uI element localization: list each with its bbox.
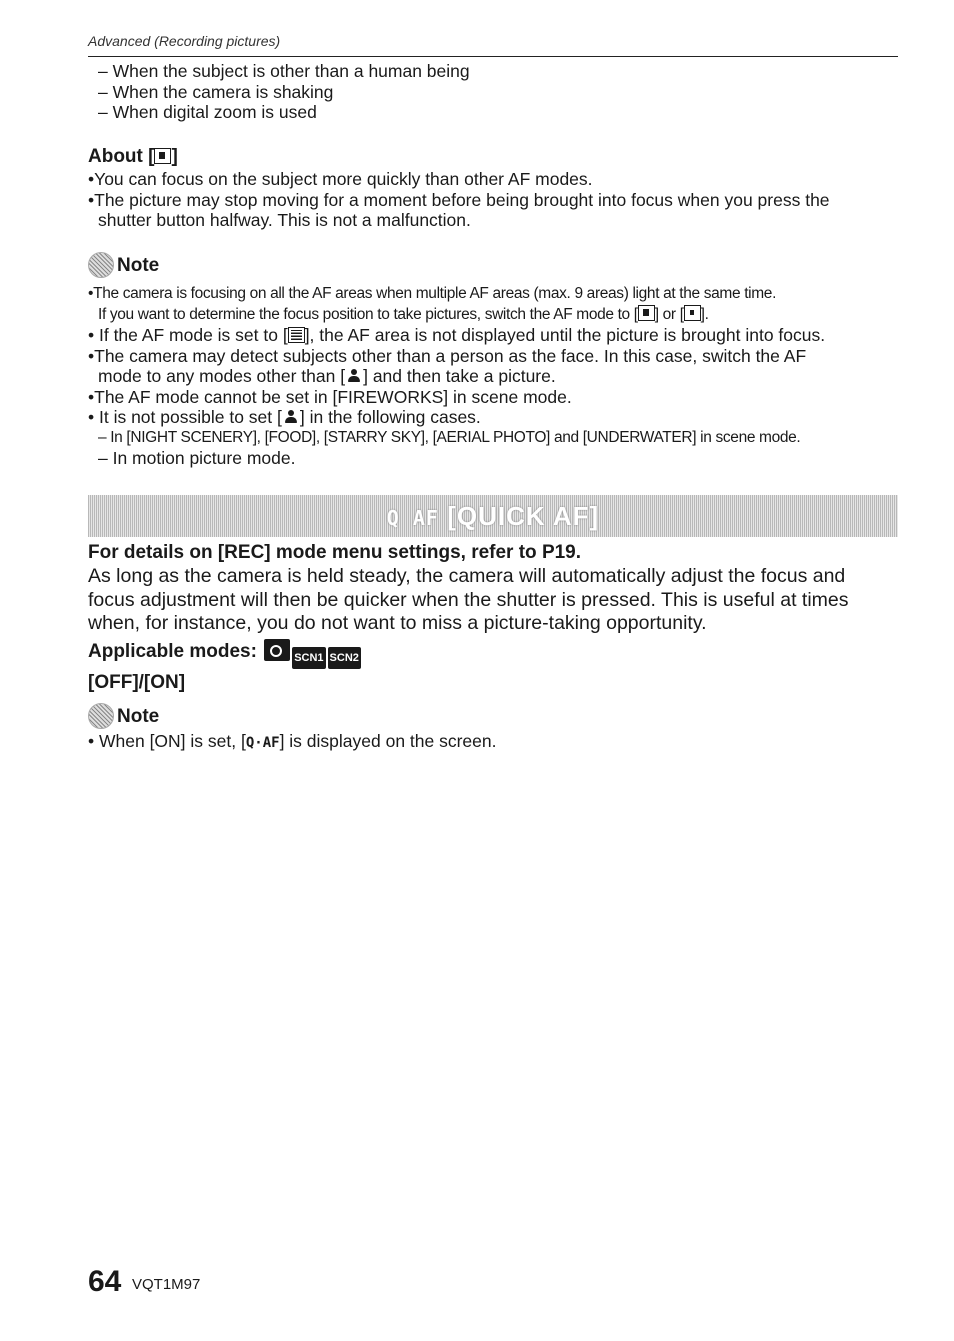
list-item: • If the AF mode is set to [ ], the AF area is not displayed until the picture is brought into focus.: [88, 325, 826, 345]
quick-af-icon: Q·AF: [245, 735, 280, 751]
list-item: • When [ON] is set, [Q·AF] is displayed on the screen.: [88, 731, 497, 751]
note-section-2: [88, 703, 900, 754]
list-item: If you want to determine the focus position to take pictures, switch the AF mode to [ ] or [ ].: [98, 305, 709, 323]
single-area-icon: [684, 305, 701, 321]
list-item: •The camera may detect subjects other than a person as the face. In this case, switch the AF: [88, 345, 807, 366]
quick-af-icon: Q AF: [386, 505, 439, 530]
about-title: About [ ]: [88, 146, 178, 167]
note-icon: [88, 252, 114, 278]
list-item: •The camera is focusing on all the AF areas when multiple AF areas (max. 9 areas) light at the same time.: [88, 285, 777, 302]
list-item: – When the subject is other than a human being: [98, 61, 470, 81]
document-code: VQT1M97: [132, 1276, 201, 1293]
multi-area-icon: [288, 327, 305, 343]
note-heading: Note: [88, 252, 900, 278]
banner-title: Q AF [QUICK AF]: [386, 500, 600, 531]
scene1-mode-icon: SCN1: [292, 647, 325, 669]
note-section-1: [88, 252, 900, 469]
details-reference: For details on [REC] mode menu settings, refer to P19.: [88, 542, 582, 563]
applicable-modes: Applicable modes: SCN1 SCN2: [88, 639, 900, 669]
body-line: focus adjustment will then be quicker when the shutter is pressed. This is useful at times: [88, 588, 849, 611]
list-item: – In [NIGHT SCENERY], [FOOD], [STARRY SKY], [AERIAL PHOTO] and [UNDERWATER] in scene mode.: [98, 428, 801, 446]
page-number: 64: [88, 1265, 122, 1298]
focus-point-icon: [154, 148, 171, 164]
face-detection-icon: [345, 368, 363, 384]
quick-af-section: [88, 541, 900, 695]
camera-mode-icon: [264, 639, 290, 661]
list-item: shutter button halfway. This is not a malfunction.: [98, 210, 471, 230]
quick-af-banner: [88, 495, 898, 537]
body-line: As long as the camera is held steady, the camera will automatically adjust the focus and: [88, 565, 846, 587]
header-rule: [88, 56, 898, 57]
list-item: – When digital zoom is used: [98, 102, 317, 122]
list-item: mode to any modes other than [ ] and then take a picture.: [98, 366, 556, 386]
options: [OFF]/[ON]: [88, 671, 186, 693]
body-line: when, for instance, you do not want to miss a picture-taking opportunity.: [88, 612, 707, 634]
list-item: •You can focus on the subject more quickly than other AF modes.: [88, 169, 593, 189]
list-item: •The AF mode cannot be set in [FIREWORKS] in scene mode.: [88, 386, 572, 407]
intro-list: [88, 61, 900, 123]
list-item: •The picture may stop moving for a moment before being brought into focus when you press the: [88, 189, 830, 210]
focus-point-icon: [638, 305, 655, 321]
note-heading: Note: [88, 703, 900, 729]
note-icon: [88, 703, 114, 729]
about-section: [88, 145, 900, 231]
face-detection-icon: [282, 409, 300, 425]
list-item: • It is not possible to set [ ] in the following cases.: [88, 407, 481, 427]
list-item: – When the camera is shaking: [98, 81, 334, 102]
section-header: Advanced (Recording pictures): [88, 33, 281, 49]
list-item: – In motion picture mode.: [98, 448, 296, 468]
scene2-mode-icon: SCN2: [328, 647, 361, 669]
